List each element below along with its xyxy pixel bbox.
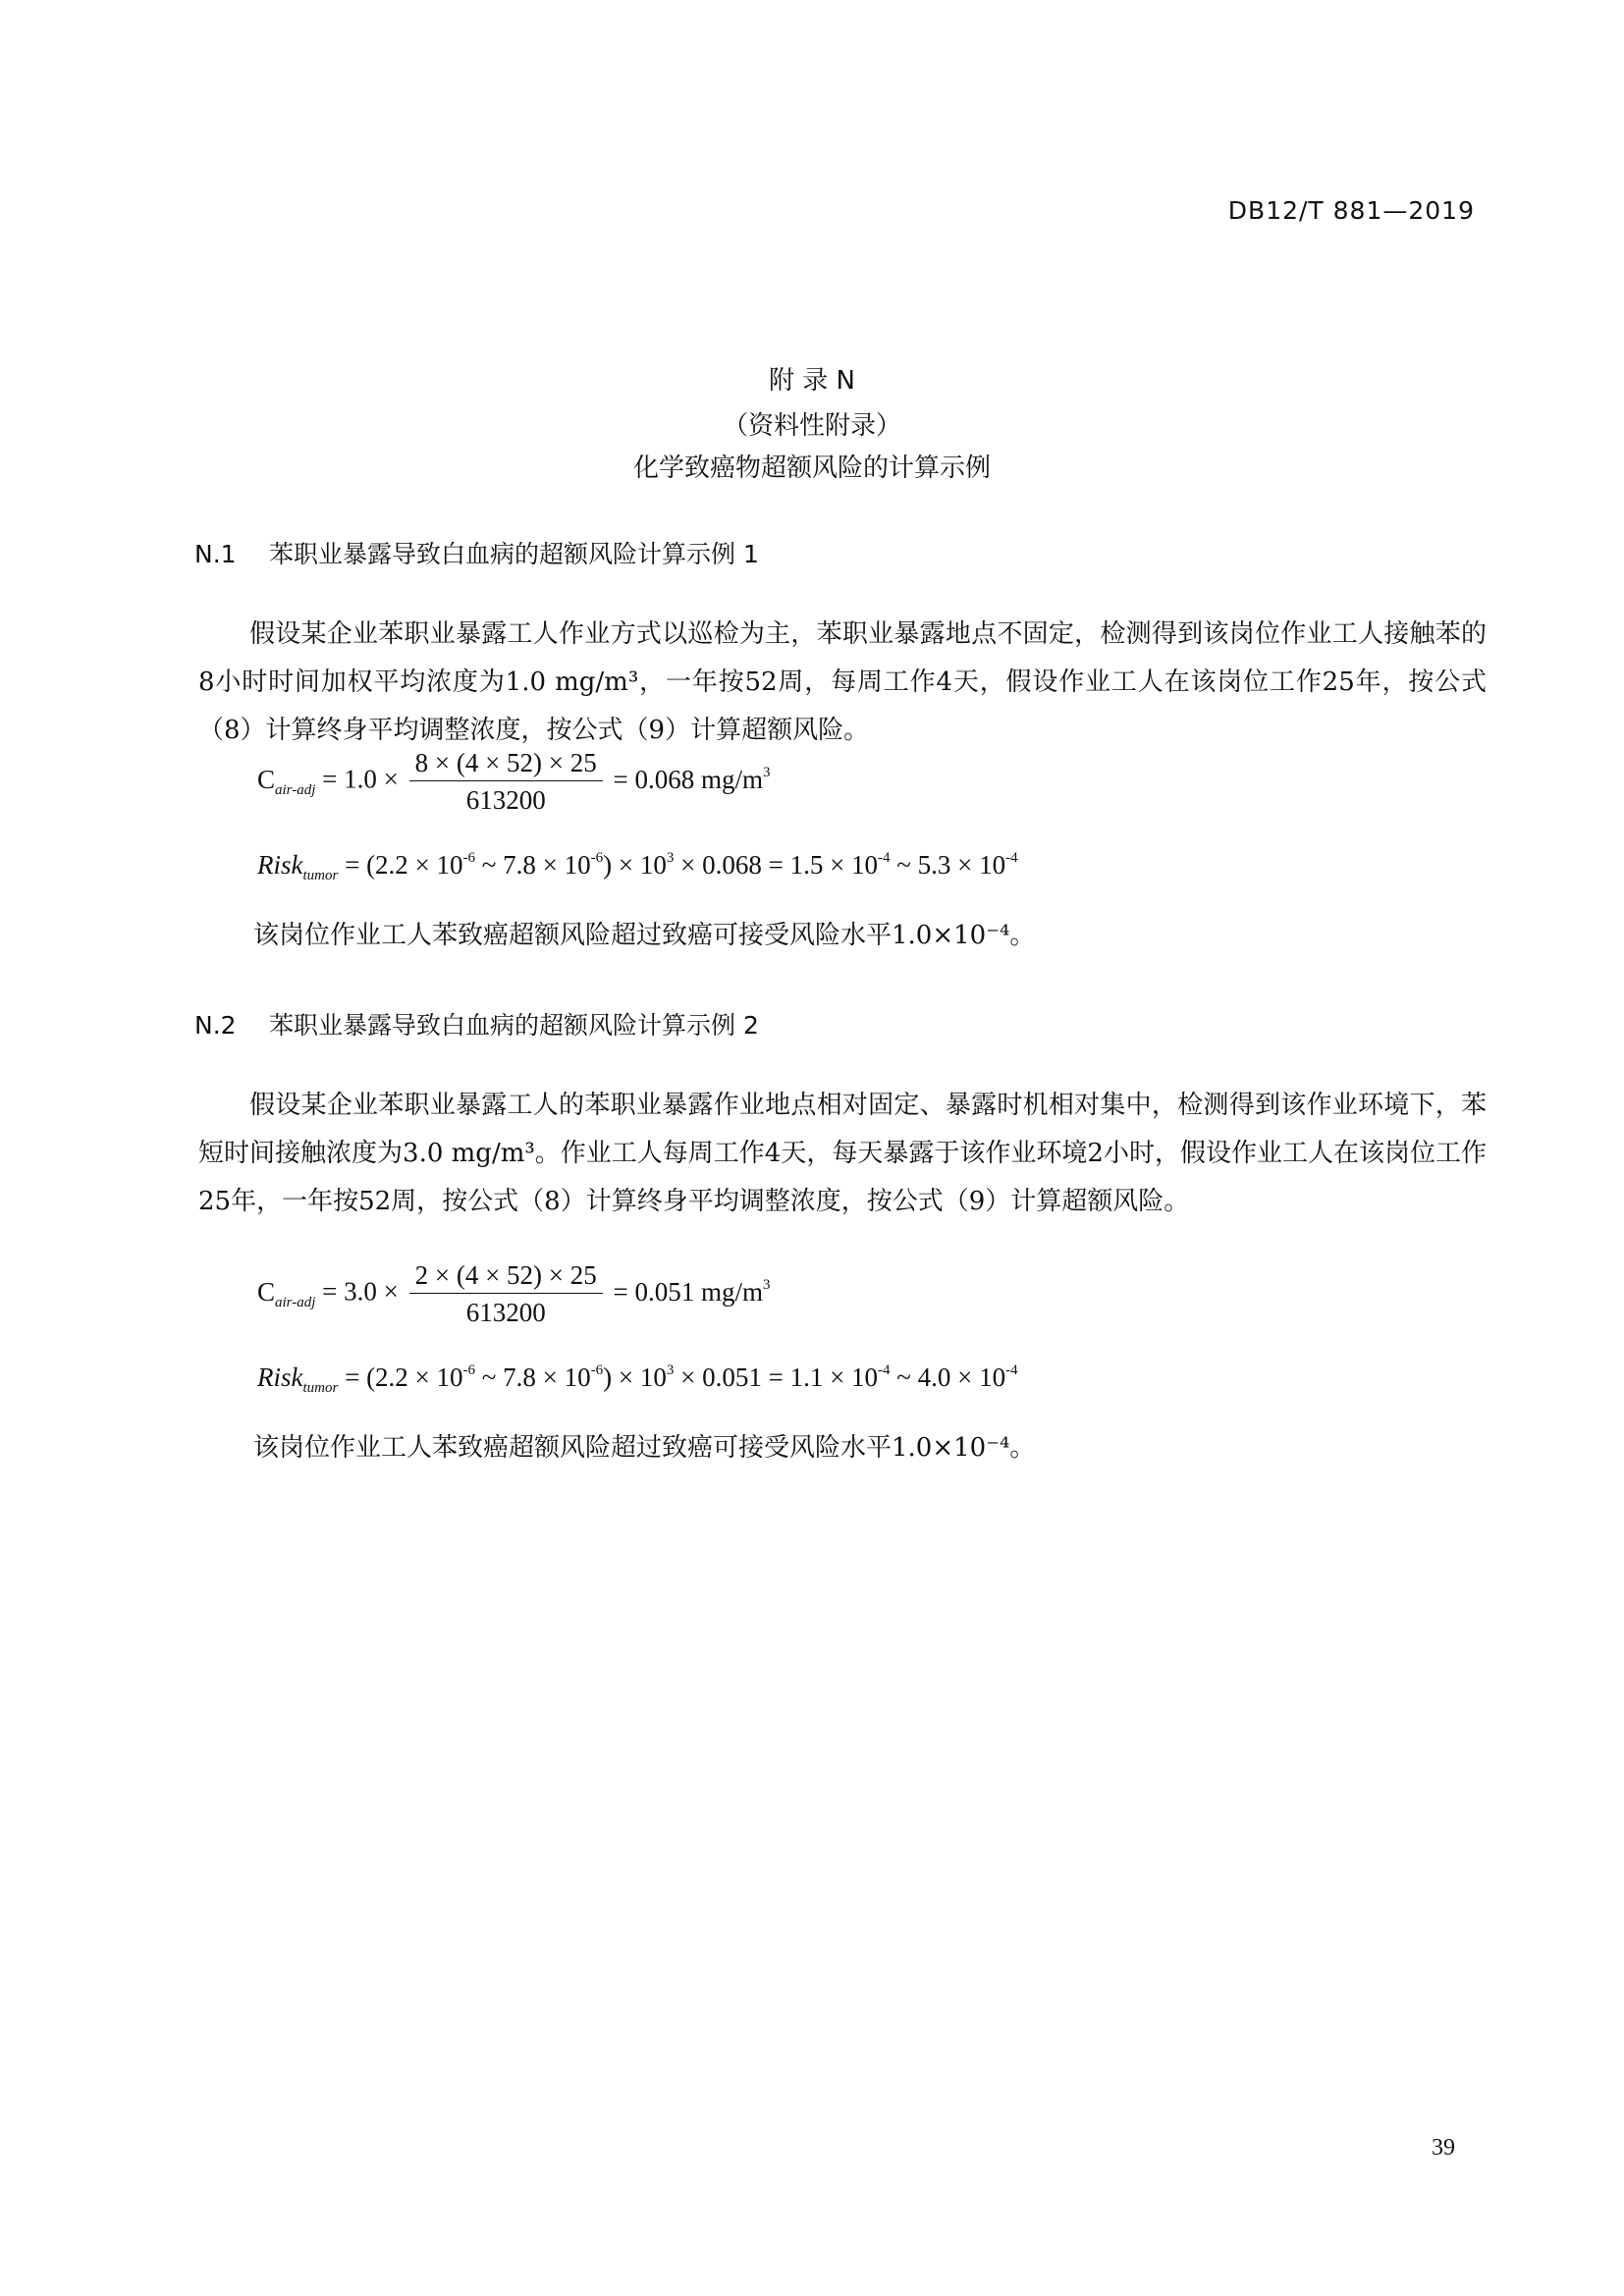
section-title: 苯职业暴露导致白血病的超额风险计算示例 1 — [269, 540, 759, 568]
appendix-label: 附 录 N — [769, 366, 855, 396]
eq-denominator: 613200 — [465, 785, 546, 815]
eq-result: = 0.068 $mg/m^3$ — [613, 764, 771, 794]
equation-concentration-n2 — [257, 1260, 771, 1328]
section-paragraph-n1: 假设某企业苯职业暴露工人作业方式以巡检为主，苯职业暴露地点不固定，检测得到该岗位作业工人接触苯的8小时时间加权平均浓度为1.0 mg/m³，一年按52周，每周工作4天，假设作业工人在该岗位工作25年，按公式（8）计算终身平均调整浓度，按公式（9）计算超额风险。 — [198, 619, 1487, 745]
eq-coefficient: = 3.0 × — [322, 1276, 399, 1307]
section-title: 苯职业暴露导致白血病的超额风险计算示例 2 — [269, 1011, 759, 1040]
section-number: N.1 — [194, 540, 237, 568]
eq-numerator: 8 × (4 × 52) × 25 — [409, 748, 603, 781]
conclusion-n1: 该岗位作业工人苯致癌超额风险超过致癌可接受风险水平1.0×10⁻⁴。 — [253, 921, 1036, 950]
eq-lhs: $C_{air-adj}$ — [257, 1276, 316, 1310]
page-number: 39 — [1432, 2135, 1455, 2161]
eq-lhs: $C_{air-adj}$ — [257, 764, 316, 798]
eq-coefficient: = 1.0 × — [322, 764, 399, 794]
appendix-title: 化学致癌物超额风险的计算示例 — [632, 454, 991, 483]
conclusion-n2: 该岗位作业工人苯致癌超额风险超过致癌可接受风险水平1.0×10⁻⁴。 — [253, 1433, 1036, 1463]
document-code: DB12/T 881—2019 — [1227, 196, 1475, 225]
equation-concentration-n1 — [257, 748, 771, 816]
eq-denominator: 613200 — [465, 1298, 546, 1327]
section-heading-n2 — [194, 1006, 759, 1041]
eq-result: = 0.051 $mg/m^3$ — [613, 1276, 771, 1307]
eq-numerator: 2 × (4 × 52) × 25 — [409, 1260, 603, 1294]
section-number: N.2 — [194, 1011, 237, 1040]
eq-fraction — [409, 1260, 603, 1328]
section-paragraph-n2: 假设某企业苯职业暴露工人的苯职业暴露作业地点相对固定、暴露时机相对集中，检测得到该作业环境下，苯短时间接触浓度为3.0 mg/m³。作业工人每周工作4天，每天暴露于该作业环境2小时，假设作业工人在该岗位工作25年，一年按52周，按公式（8）计算终身平均调整浓度，按公式（9）计算超额风险。 — [198, 1091, 1487, 1216]
equation-risk-n1: Risk$_{tumor}$ = ($2.2 \times 10^{-6}$ ~ $7.8 \times 10^{-6}) \times 10^3 \times 0.068 = 1.5 \times 10^{-4}$ ~ $5.3 \times 10^{-4}$ — [257, 850, 1018, 883]
section-heading-n1 — [194, 535, 759, 570]
equation-risk-n2: Risk$_{tumor}$ = ($2.2 \times 10^{-6}$ ~ $7.8 \times 10^{-6}) \times 10^3 \times 0.051 = 1.1 \times 10^{-4}$ ~ $4.0 \times 10^{-4}$ — [257, 1362, 1018, 1396]
eq-fraction — [409, 748, 603, 816]
appendix-type: （资料性附录） — [722, 411, 901, 441]
